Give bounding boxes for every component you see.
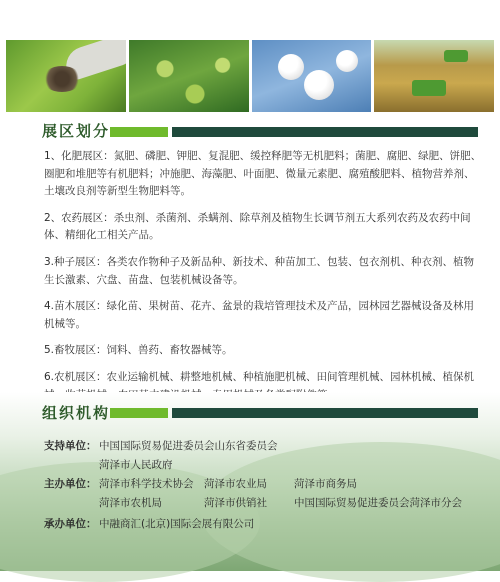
host-unit: 菏泽市科学技术协会 (99, 478, 194, 490)
harvester-icon (444, 50, 468, 62)
support-label: 支持单位： (44, 440, 97, 452)
zones-section-title: 展区划分 (42, 122, 111, 140)
zone-list (44, 148, 482, 413)
zone-item-pesticide (44, 210, 482, 245)
cotton-boll (304, 70, 334, 100)
organizer-unit: 中融商汇(北京)国际会展有限公司 (99, 518, 255, 530)
zone-item-fertilizer (44, 148, 482, 201)
zone-title: 5.畜牧展区： (44, 344, 107, 357)
zone-title: 3.种子展区： (44, 255, 107, 268)
zones-section-header (42, 120, 110, 141)
zone-text: 杀虫剂、杀菌剂、杀螨剂、除草剂及植物生长调节剂五大系列农药及农药中间体、精细化工相关产品。 (44, 211, 471, 242)
zone-title: 6.农机展区： (44, 370, 107, 383)
header-bar-dark (172, 408, 478, 418)
fertilizer-granules (42, 66, 82, 92)
harvester-photo (374, 40, 494, 112)
zone-title: 1、化肥展区： (44, 150, 114, 162)
header-bar-dark (172, 127, 478, 137)
org-list (44, 438, 484, 538)
host-unit: 菏泽市供销社 (204, 497, 267, 509)
fertilizer-photo (6, 40, 126, 112)
support-unit: 中国国际贸易促进委员会山东省委员会 (99, 440, 278, 452)
zone-text: 农业运输机械、耕整地机械、种植施肥机械、田间管理机械、园林机械、植保机 (106, 370, 475, 383)
zone-title: 2、农药展区： (44, 211, 114, 224)
zone-text: 饲料、兽药、畜牧器械等。 (106, 344, 233, 357)
cotton-boll (336, 50, 358, 72)
host-unit: 菏泽市农业局 (204, 478, 267, 490)
photo-strip (6, 40, 494, 112)
host-unit: 中国国际贸易促进委员会菏泽市分会 (294, 497, 462, 509)
host-unit: 菏泽市农机局 (99, 497, 162, 509)
header-bar-green (110, 408, 168, 418)
harvester-icon (412, 80, 446, 96)
cotton-photo (252, 40, 372, 112)
fruit-tree-photo (129, 40, 249, 112)
zone-title: 4.苗木展区： (44, 300, 107, 313)
zone-item-nursery (44, 298, 482, 333)
organizer-label: 承办单位： (44, 518, 97, 530)
host-unit: 菏泽市商务局 (294, 478, 357, 490)
zone-item-livestock (44, 342, 482, 360)
zone-text: 氮肥、磷肥、钾肥、复混肥、缓控释肥等无机肥料；菌肥、腐肥、绿肥、饼肥、 圈肥和堆肥等有机肥料；冲施肥、海藻肥、叶面肥、微量元素肥、腐殖酸肥料、植物营养剂、土壤改良剂等新型生物肥料等。 (44, 150, 482, 198)
header-bar-green (110, 127, 168, 137)
zone-text: 各类农作物种子及新品种、新技术、种苗加工、包装、包衣剂机、种衣剂、植物生长激素、穴盘、苗盘、包装机械设备等。 (44, 255, 475, 286)
zone-item-seed (44, 254, 482, 289)
zone-text: 绿化苗、果树苗、花卉、盆景的栽培管理技术及产品，园林园艺器械设备及林用机械等。 (44, 300, 475, 330)
support-unit: 菏泽市人民政府 (99, 459, 173, 471)
org-section-title: 组织机构 (42, 404, 111, 422)
org-section-header (42, 402, 110, 423)
host-label: 主办单位： (44, 478, 97, 490)
cotton-boll (278, 54, 304, 80)
